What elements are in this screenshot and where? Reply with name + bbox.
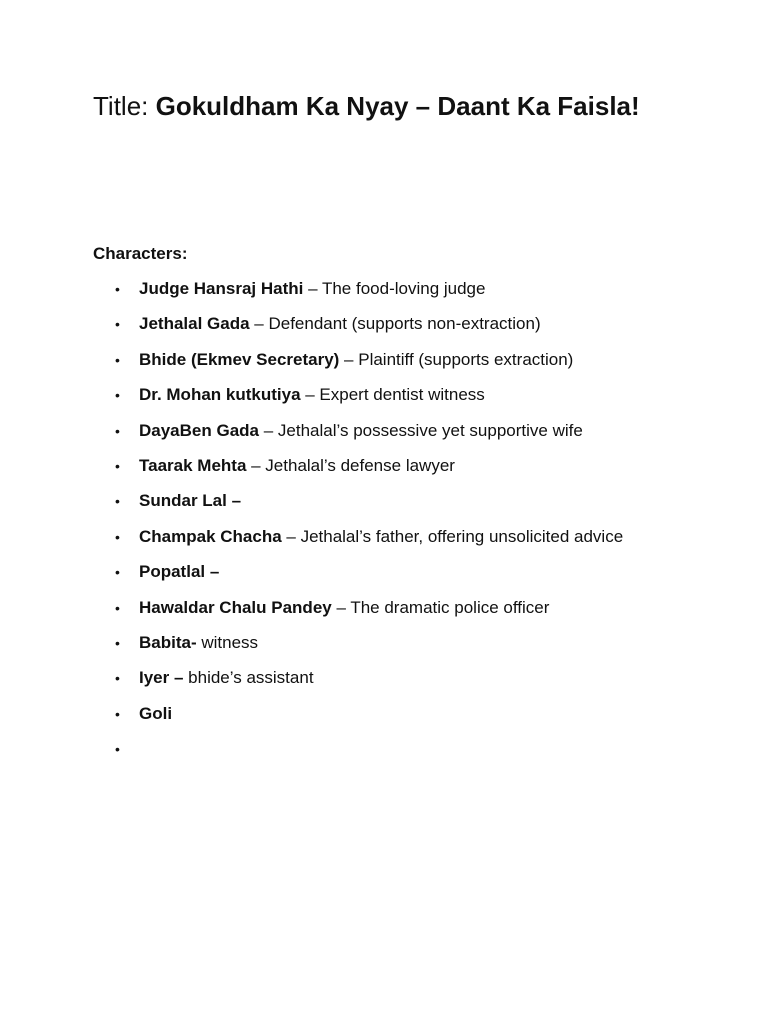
character-description: – Expert dentist witness [300,385,485,405]
list-item-text [139,384,485,406]
bullet-icon: • [115,599,120,616]
bullet-icon: • [115,528,120,545]
list-item-text [139,561,219,583]
character-description: bhide’s assistant [183,668,314,688]
character-description: – Jethalal’s possessive yet supportive wife [259,420,583,440]
title-main: Gokuldham Ka Nyay – Daant Ka Faisla! [155,91,640,121]
character-name: Champak Chacha [139,526,282,546]
character-description: witness [196,632,259,652]
bullet-icon: • [115,564,120,581]
character-name: Iyer – [139,668,184,688]
character-name: Popatlal – [139,562,220,582]
document-title [93,88,640,124]
bullet-icon: • [115,422,120,439]
bullet-icon: • [115,634,120,651]
character-description: – The dramatic police officer [331,597,550,617]
character-name: Dr. Mohan kutkutiya [139,385,301,405]
bullet-icon: • [115,705,120,722]
character-name: Taarak Mehta [139,455,247,475]
list-item-text [139,632,258,654]
character-description: – Plaintiff (supports extraction) [339,349,574,369]
list-item-text [139,420,583,442]
character-name: Hawaldar Chalu Pandey [139,597,332,617]
list-item-text [139,490,241,512]
character-name: Jethalal Gada [139,314,250,334]
bullet-icon: • [115,387,120,404]
title-prefix: Title: [93,91,156,121]
bullet-icon: • [115,741,120,758]
bullet-icon: • [115,281,120,297]
character-name: Judge Hansraj Hathi [139,279,304,298]
list-item-text [139,313,541,335]
list-item-text [139,597,549,619]
list-item-text [139,703,172,725]
list-item-text [139,349,573,371]
character-name: Bhide (Ekmev Secretary) [139,349,340,369]
bullet-icon: • [115,457,120,474]
character-description: – Defendant (supports non-extraction) [249,314,541,334]
list-item-text [139,278,485,300]
bullet-icon: • [115,316,120,333]
characters-heading: Characters: [93,244,188,263]
character-name: Sundar Lal – [139,491,242,511]
list-item-text [139,455,455,477]
character-description: – Jethalal’s father, offering unsolicited advice [281,526,624,546]
bullet-icon: • [115,493,120,510]
character-description: – Jethalal’s defense lawyer [246,455,455,475]
character-name: Babita- [139,632,197,652]
bullet-icon: • [115,351,120,368]
list-item-text [139,667,314,689]
bullet-icon: • [115,670,120,687]
character-description: – The food-loving judge [303,279,486,298]
character-name: Goli [139,703,173,723]
list-item-text [139,526,623,548]
character-name: DayaBen Gada [139,420,259,440]
